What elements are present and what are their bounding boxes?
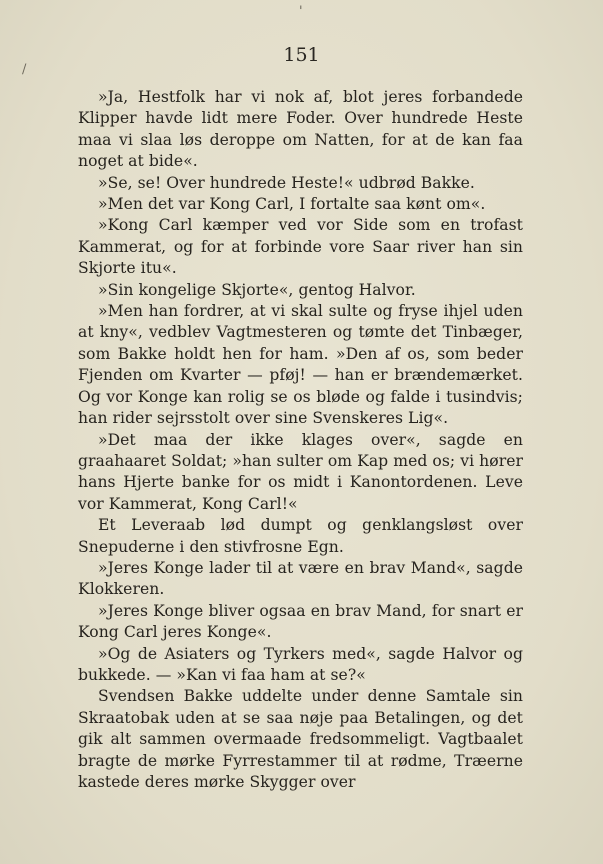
paragraph: »Det maa der ikke klages over«, sagde en graahaaret Soldat; »han sulter om Kap med os; vi hører hans Hjerte banke for os midt i Kanontordenen. Leve vor Kammerat, Kong Carl!« [78,430,523,513]
paragraph: »Ja, Hestfolk har vi nok af, blot jeres forbandede Klipper havde lidt mere Foder. Over hundrede Heste maa vi slaa løs deroppe om Natten, for at de kan faa noget at bide«. [78,88,523,171]
scan-mark: / [22,62,27,77]
paragraph: »Og de Asiaters og Tyrkers med«, sagde Halvor og bukkede. — »Kan vi faa ham at se?« [78,644,523,684]
page-body [78,87,523,793]
paragraph: »Kong Carl kæmper ved vor Side som en trofast Kammerat, og for at forbinde vore Saar river han sin Skjorte itu«. [78,216,523,278]
page-number: 151 [283,44,320,66]
paragraph: »Se, se! Over hundrede Heste!« udbrød Bakke. [98,173,475,192]
paragraph: »Men det var Kong Carl, I fortalte saa kønt om«. [98,195,486,214]
paragraph: »Men han fordrer, at vi skal sulte og fryse ihjel uden at kny«, vedblev Vagtmesteren og tømte det Tinbæger, som Bakke holdt hen for ham. »Den af os, som beder Fjenden om Kvarter — pføj! — han er brændemærket. Og vor Konge kan rolig se os bløde og falde i tusindvis; han rider sejrsstolt over sine Svenskeres Lig«. [78,302,523,428]
paragraph: Svendsen Bakke uddelte under denne Samtale sin Skraatobak uden at se saa nøje paa Betalingen, og det gik alt sammen overmaade fredsommeligt. Vagtbaalet bragte de mørke Fyrrestammer til at rødme, Træerne kastede deres mørke Skygger over [78,687,523,791]
paragraph: »Sin kongelige Skjorte«, gentog Halvor. [98,280,416,299]
paragraph: »Jeres Konge bliver ogsaa en brav Mand, for snart er Kong Carl jeres Konge«. [78,601,523,642]
paragraph: »Jeres Konge lader til at være en brav Mand«, sagde Klokkeren. [78,558,523,599]
paragraph: Et Leveraab lød dumpt og genklangsløst over Snepuderne i den stivfrosne Egn. [78,516,523,556]
scan-mark: ' [299,4,303,19]
